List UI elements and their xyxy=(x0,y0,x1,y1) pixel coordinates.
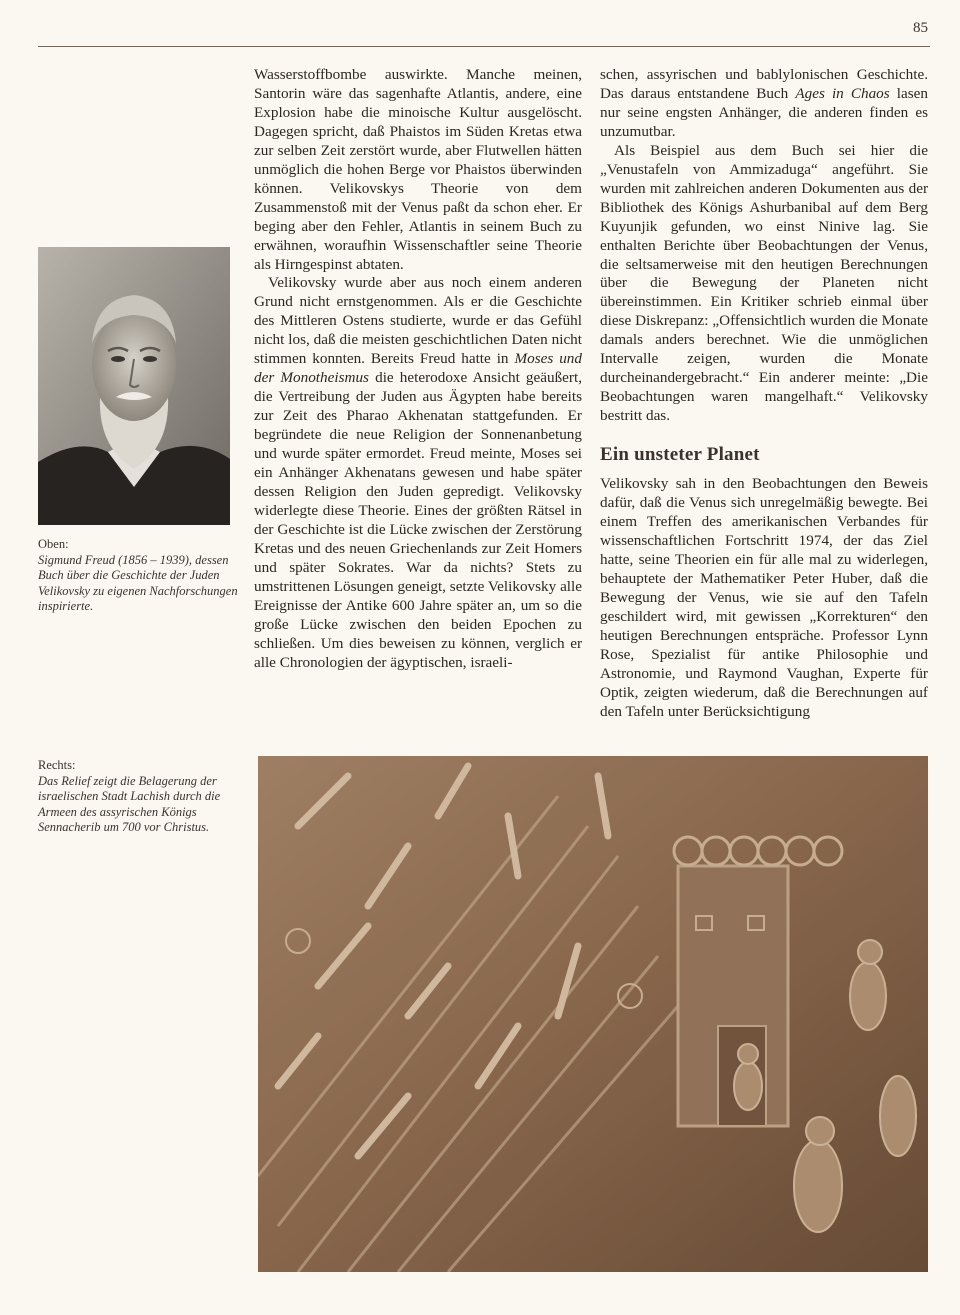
paragraph-text: Velikovsky wurde aber aus noch einem anderen Grund nicht ernstgenommen. Als er die Geschichte des Mittleren Ostens studierte, wurde er das Gefühl nicht los, daß die meisten geschichtlichen Daten nicht stimmen konnten. Bereits Freud hatte in xyxy=(254,274,582,368)
paragraph: Als Beispiel aus dem Buch sei hier die „Venustafeln von Ammizaduga“ angeführt. Sie wurden mit zahlreichen anderen Dokumenten aus der Bibliothek des Königs Ashurbanibal auf dem Berg Kuyunjik gefunden, wo einst Ninive lag. Sie enthalten Berichte über Beobachtungen der Venus, die seltsamerweise mit den heutigen Berechnungen über die Bewegung der Planeten nicht übereinstimmen. Ein Kritiker schrieb einmal über diese Diskrepanz: „Offensichtlich wurden die Monate damals anders berechnet. Wie die unmöglichen Intervalle zeigen, wurden die Monate durcheinandergebracht.“ Ein anderer meinte: „Die Beobachtungen waren mangelhaft.“ Velikovsky bestritt das. xyxy=(600,141,928,425)
text-column-right xyxy=(600,66,928,721)
portrait-caption xyxy=(38,537,238,615)
paragraph: Wasserstoffbombe auswirkte. Manche meinen, Santorin wäre das sagenhafte Atlantis, andere, eine Explosion habe die minoische Kultur ausgelöscht. Dagegen spricht, daß Phaistos im Süden Kretas etwa zur selben Zeit zerstört wurde, aber Flutwellen hätten unmöglich die hohen Berge vor Phaistos überwinden können. Velikovskys Theorie von dem Zusammenstoß mit der Venus paßt da schon eher. Er beging aber den Fehler, Atlantis in seinem Buch zu erwähnen, woraufhin Wissenschaftler seine Theorie als Hirngespinst abtaten. xyxy=(254,66,582,273)
page-number: 85 xyxy=(913,20,928,36)
caption-text: Sigmund Freud (1856 – 1939), dessen Buch über die Geschichte der Juden Velikovsky zu eigenen Nachforschungen inspirierte. xyxy=(38,552,238,613)
lachish-relief-image xyxy=(258,756,928,1272)
section-heading: Ein unsteter Planet xyxy=(600,444,760,466)
paragraph-text: schen, assyrischen und bablylonischen Geschichte. Das daraus entstandene Buch xyxy=(600,66,928,102)
paragraph xyxy=(600,66,928,142)
paragraph-text: die heterodoxe Ansicht geäußert, die Vertreibung der Juden aus Ägypten habe bereits zur Zeit des Pharao Akhenatan stattgefunden. Er begründete die neue Religion der Sonnenanbetung und wurde später ermordet. Freud meinte, Moses sei ein Anhänger Akhenatans gewesen und habe später dessen Religion den Juden gepredigt. Velikovsky widerlegte diese Theorie. Eines der größten Rätsel in der Geschichte ist die Lücke zwischen der Zerstörung Kretas und des neuen Griechenlands zur Zeit Homers und später Sokrates. War da nichts? Stets zu umstrittenen Lösungen geneigt, setzte Velikovsky alle Ereignisse der Antike 600 Jahre später an, um so die große Lücke zwischen den beiden Epochen zu schließen. Um dies beweisen zu können, verglich er alle Chronologien der ägyptischen, israeli- xyxy=(254,369,583,671)
freud-portrait-image xyxy=(38,247,230,525)
paragraph xyxy=(254,274,582,672)
text-column-left xyxy=(254,66,582,673)
caption-lead: Oben: xyxy=(38,537,69,551)
caption-lead: Rechts: xyxy=(38,758,76,772)
caption-text: Das Relief zeigt die Belagerung der israelischen Stadt Lachish durch die Armeen des assyrischen Königs Sennacherib um 700 vor Christus. xyxy=(38,773,221,834)
paragraph: Velikovsky sah in den Beobachtungen den Beweis dafür, daß die Venus sich unregelmäßig bewegte. Bei einem Treffen des amerikanischen Verbandes für wissenschaftlichen Fortschritt 1974, der das Ziel hatte, seine Theorien ein für alle mal zu widerlegen, behauptete der Mathematiker Peter Huber, daß die Bewegung der Venus, wie sie auf den Tafeln geschildert wird, mit gewissen „Korrekturen“ den heutigen Berechnungen entspräche. Professor Lynn Rose, Spezialist für antike Philosophie und Astronomie, und Raymond Vaughan, Experte für Optik, zeigten wiederum, daß die Berechnungen auf den Tafeln unter Berücksichtigung xyxy=(600,475,928,720)
relief-caption xyxy=(38,758,238,836)
header-rule xyxy=(38,46,930,47)
book-title: Ages in Chaos xyxy=(795,84,890,102)
book-title: Moses und der Monotheismus xyxy=(254,350,582,387)
paragraph-text: lasen nur seine engsten Anhänger, die anderen finden es unzumutbar. xyxy=(600,84,928,140)
